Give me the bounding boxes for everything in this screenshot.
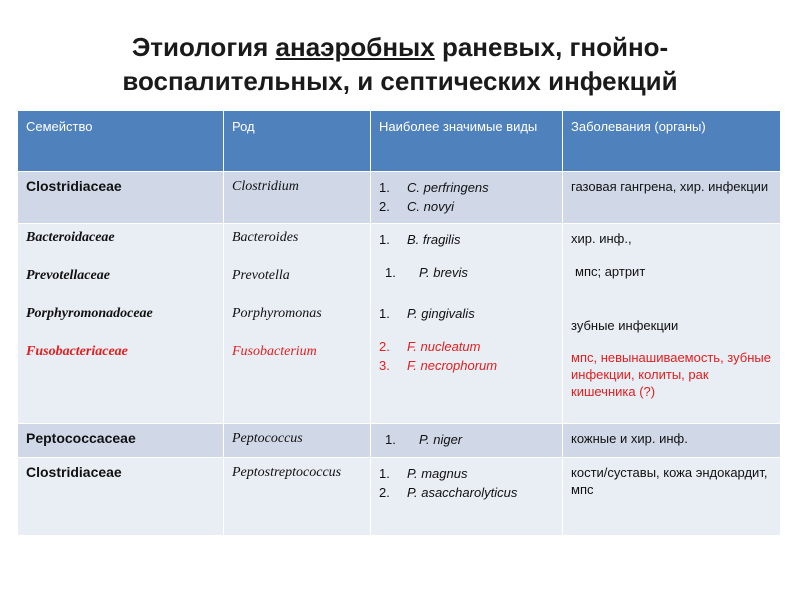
cell-species <box>371 224 563 424</box>
table-row <box>18 224 781 424</box>
species-item <box>379 430 556 449</box>
family-name: Clostridiaceae <box>26 178 122 194</box>
family-name: Prevotellaceae <box>26 268 110 283</box>
title-line2: воспалительных, и септических инфекций <box>122 66 678 96</box>
species-name: P. asaccharolyticus <box>407 485 518 500</box>
species-name: B. fragilis <box>407 232 461 247</box>
table-row <box>18 172 781 224</box>
family-name: Fusobacteriaceae <box>26 344 128 359</box>
species-item <box>379 337 556 356</box>
cell-genus <box>224 224 371 424</box>
genus-name: Prevotella <box>232 268 290 283</box>
disease-text: газовая гангрена, хир. инфекции <box>571 179 769 194</box>
list-number: 1. <box>379 180 390 195</box>
family-name: Bacteroidaceae <box>26 230 115 245</box>
species-name: P. magnus <box>407 466 468 481</box>
family-name: Clostridiaceae <box>26 464 122 480</box>
header-diseases: Заболевания (органы) <box>563 111 781 172</box>
species-name: F. nucleatum <box>407 339 481 354</box>
title-line1-end: раневых, гнойно- <box>434 32 669 62</box>
species-item <box>379 464 556 483</box>
list-number: 1. <box>385 432 396 447</box>
header-genus: Род <box>224 111 371 172</box>
species-item <box>379 483 556 502</box>
cell-genus <box>224 424 371 458</box>
list-number: 1. <box>379 306 390 321</box>
title-underlined-word: анаэробных <box>275 32 435 62</box>
disease-text: кости/суставы, кожа эндокардит, мпс <box>571 465 768 497</box>
species-item <box>379 230 556 249</box>
species-item <box>379 197 556 216</box>
species-name: F. necrophorum <box>407 358 498 373</box>
cell-genus <box>224 172 371 224</box>
species-item <box>379 304 556 323</box>
list-number: 3. <box>379 358 390 373</box>
species-name: P. niger <box>419 432 463 447</box>
list-number: 1. <box>385 265 396 280</box>
species-item <box>379 356 556 375</box>
family-name: Porphyromonadoceae <box>26 306 153 321</box>
cell-species <box>371 424 563 458</box>
species-name: C. perfringens <box>407 180 489 195</box>
species-name: P. gingivalis <box>407 306 475 321</box>
header-family: Семейство <box>18 111 224 172</box>
list-number: 2. <box>379 199 390 214</box>
cell-family <box>18 172 224 224</box>
cell-species <box>371 172 563 224</box>
page-title <box>0 30 800 98</box>
genus-name: Bacteroides <box>232 230 299 245</box>
cell-disease <box>563 224 781 424</box>
species-name: C. novyi <box>407 199 454 214</box>
disease-text: зубные инфекции <box>571 318 679 333</box>
cell-family <box>18 458 224 536</box>
list-number: 1. <box>379 466 390 481</box>
table-row <box>18 458 781 536</box>
etiology-table <box>17 110 781 536</box>
cell-disease <box>563 172 781 224</box>
species-item <box>379 263 556 282</box>
genus-name: Porphyromonas <box>232 306 322 321</box>
cell-family <box>18 424 224 458</box>
table-row <box>18 424 781 458</box>
species-name: P. brevis <box>419 265 468 280</box>
cell-disease <box>563 424 781 458</box>
disease-text: мпс; артрит <box>575 264 646 279</box>
genus-name: Fusobacterium <box>232 344 317 359</box>
species-item <box>379 178 556 197</box>
list-number: 2. <box>379 339 390 354</box>
list-number: 1. <box>379 232 390 247</box>
table-header-row <box>18 111 781 172</box>
disease-text: кожные и хир. инф. <box>571 431 688 446</box>
genus-name: Peptostreptococcus <box>232 465 342 480</box>
disease-text: мпс, невынашиваемость, зубные инфекции, колиты, рак кишечника (?) <box>571 350 771 399</box>
cell-genus <box>224 458 371 536</box>
list-number: 2. <box>379 485 390 500</box>
cell-family <box>18 224 224 424</box>
cell-disease <box>563 458 781 536</box>
genus-name: Clostridium <box>232 179 299 194</box>
disease-text: хир. инф., <box>571 231 632 246</box>
cell-species <box>371 458 563 536</box>
genus-name: Peptococcus <box>232 431 303 446</box>
title-line1-start: Этиология <box>131 32 276 62</box>
family-name: Peptococcaceae <box>26 430 136 446</box>
header-species: Наиболее значимые виды <box>371 111 563 172</box>
